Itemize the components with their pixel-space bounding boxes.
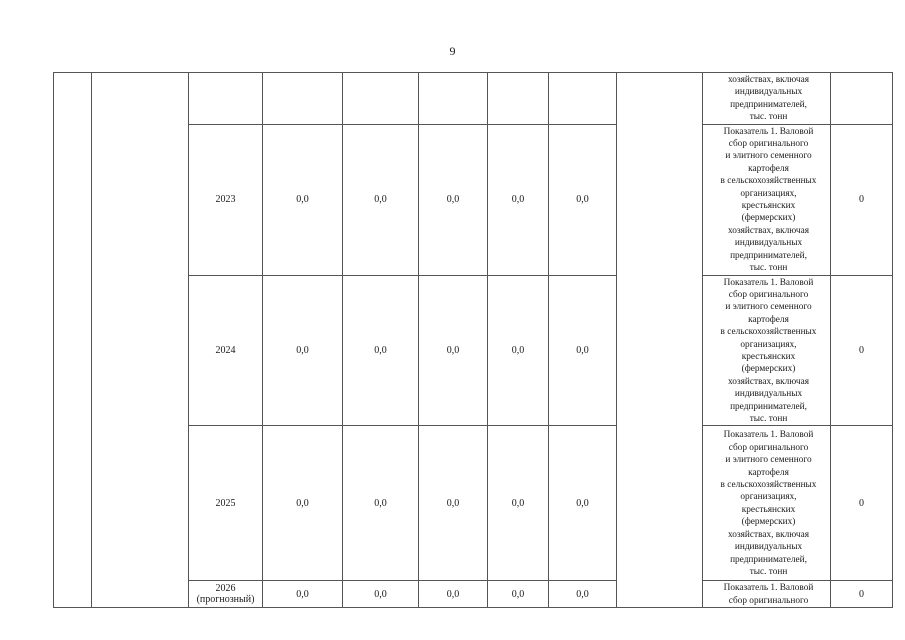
value-cell: 0,0 [419,426,488,581]
indicator-line: Показатель 1. Валовой [723,430,814,441]
value-cell: 0,0 [488,275,549,426]
indicator-description [703,426,831,581]
year-note: (прогнозный) [196,594,255,606]
value-cell: 0,0 [419,581,488,608]
value-cell: 0,0 [549,581,617,608]
indicator-line: предпринимателей, [730,554,807,565]
value-cell: 0,0 [343,581,419,608]
indicator-line: картофеля [748,314,789,325]
value-cell: 0,0 [263,275,343,426]
indicator-description [703,73,831,125]
value-cell: 0,0 [549,426,617,581]
indicator-line: картофеля [748,163,789,174]
year-cell: 2025 [189,426,263,581]
indicator-line: тыс. тонн [749,112,788,123]
indicator-line: индивидуальных [734,238,803,249]
indicator-line: тыс. тонн [749,566,788,577]
year-label: 2026 [215,583,236,595]
value-cell [343,73,419,125]
indicator-description [703,124,831,275]
value-cell [263,73,343,125]
page-number: 9 [449,44,456,58]
indicator-line: Показатель 1. Валовой [723,126,814,137]
value-cell: 0,0 [488,426,549,581]
indicator-line: крестьянских [741,201,796,212]
indicator-line: хозяйствах, включая [728,225,809,236]
indicator-line: крестьянских [741,351,796,362]
indicator-line: организациях, [740,339,797,350]
value-cell [549,73,617,125]
year-cell: 2024 [189,275,263,426]
indicator-line: хозяйствах, включая [728,376,809,387]
indicator-line: предпринимателей, [730,250,807,261]
indicator-line: организациях, [740,188,797,199]
indicator-line: индивидуальных [734,389,803,400]
measure-name-cell [92,73,189,608]
value-cell: 0,0 [263,426,343,581]
indicator-line: в сельскохозяйственных [720,176,817,187]
indicator-line: и элитного семенного [725,455,812,466]
indicator-line: картофеля [748,467,789,478]
indicator-value: 0 [831,124,893,275]
value-cell: 0,0 [488,581,549,608]
indicator-line: сбор оригинального [728,595,809,606]
executor-cell [617,73,703,608]
indicator-description [703,275,831,426]
indicator-line: Показатель 1. Валовой [723,277,814,288]
indicator-line: сбор оригинального [728,442,809,453]
indicator-value: 0 [831,275,893,426]
value-cell: 0,0 [419,124,488,275]
year-cell: 2023 [189,124,263,275]
indicator-line: сбор оригинального [728,289,809,300]
indicator-line: (фермерских) [741,517,796,528]
indicator-value: 0 [831,581,893,608]
value-cell: 0,0 [343,275,419,426]
indicator-line: (фермерских) [741,364,796,375]
indicator-line: Показатель 1. Валовой [723,583,814,594]
indicator-value: 0 [831,426,893,581]
value-cell: 0,0 [549,124,617,275]
value-cell: 0,0 [419,275,488,426]
table-row [54,73,893,125]
indicator-line: (фермерских) [741,213,796,224]
year-cell [189,581,263,608]
value-cell: 0,0 [343,124,419,275]
indicator-line: индивидуальных [734,87,803,98]
value-cell [488,73,549,125]
indicator-line: хозяйствах, включая [728,75,809,85]
value-cell: 0,0 [488,124,549,275]
indicator-line: в сельскохозяйственных [720,327,817,338]
value-cell: 0,0 [263,124,343,275]
indicator-line: предпринимателей, [730,99,807,110]
indicator-line: хозяйствах, включая [728,529,809,540]
indicator-line: крестьянских [741,504,796,515]
indicator-line: индивидуальных [734,542,803,553]
value-cell: 0,0 [343,426,419,581]
indicator-description [703,581,831,608]
indicator-line: тыс. тонн [749,263,788,274]
indicator-line: предпринимателей, [730,401,807,412]
indicator-line: и элитного семенного [725,302,812,313]
indicator-line: и элитного семенного [725,151,812,162]
indicator-line: тыс. тонн [749,413,788,424]
year-cell [189,73,263,125]
value-cell [419,73,488,125]
indicator-line: сбор оригинального [728,139,809,150]
indicator-line: в сельскохозяйственных [720,480,817,491]
indicator-value [831,73,893,125]
indicator-line: организациях, [740,492,797,503]
number-cell [54,73,92,608]
program-funding-table [53,72,893,608]
value-cell: 0,0 [549,275,617,426]
value-cell: 0,0 [263,581,343,608]
